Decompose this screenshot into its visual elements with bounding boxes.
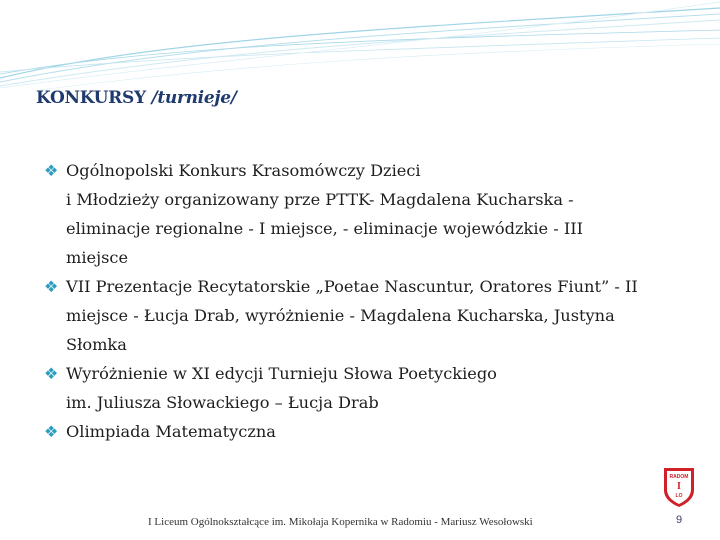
item-line: VII Prezentacje Recytatorskie „Poetae Nascuntur, Oratores Fiunt” - II: [66, 277, 638, 296]
bullet-arrow-icon: ❖: [44, 161, 59, 180]
item-line: Słomka: [66, 335, 127, 354]
logo-label: LO: [675, 493, 683, 499]
item-line: Wyróżnienie w XI edycji Turnieju Słowa Poetyckiego: [66, 364, 497, 383]
slide-footer: I Liceum Ogólnokształcące im. Mikołaja Kopernika w Radomiu - Mariusz Wesołowski: [148, 516, 533, 528]
title-main: KONKURSY: [36, 88, 146, 108]
list-item: [44, 359, 674, 417]
list-item: [44, 156, 674, 272]
item-line: i Młodzieży organizowany prze PTTK- Magdalena Kucharska -: [66, 190, 574, 209]
item-line: im. Juliusza Słowackiego – Łucja Drab: [66, 393, 379, 412]
bullet-arrow-icon: ❖: [44, 364, 59, 383]
list-item: [44, 417, 674, 446]
list-item: [44, 272, 674, 359]
school-shield-logo: [661, 466, 697, 508]
item-line: Olimpiada Matematyczna: [66, 422, 276, 441]
logo-top-text: RADOM: [669, 474, 689, 480]
slide-title: [36, 88, 237, 108]
bullet-arrow-icon: ❖: [44, 277, 59, 296]
bullet-arrow-icon: ❖: [44, 422, 59, 441]
header-wave-decoration: [0, 0, 720, 90]
bullet-list: [44, 156, 674, 446]
item-line: eliminacje regionalne - I miejsce, - eliminacje wojewódzkie - III: [66, 219, 584, 238]
title-subtitle: /turnieje/: [151, 88, 237, 108]
item-line: miejsce: [66, 248, 129, 267]
item-line: Ogólnopolski Konkurs Krasomówczy Dzieci: [66, 161, 421, 180]
logo-number: I: [677, 481, 681, 492]
page-number: 9: [676, 514, 683, 526]
item-line: miejsce - Łucja Drab, wyróżnienie - Magdalena Kucharska, Justyna: [66, 306, 615, 325]
